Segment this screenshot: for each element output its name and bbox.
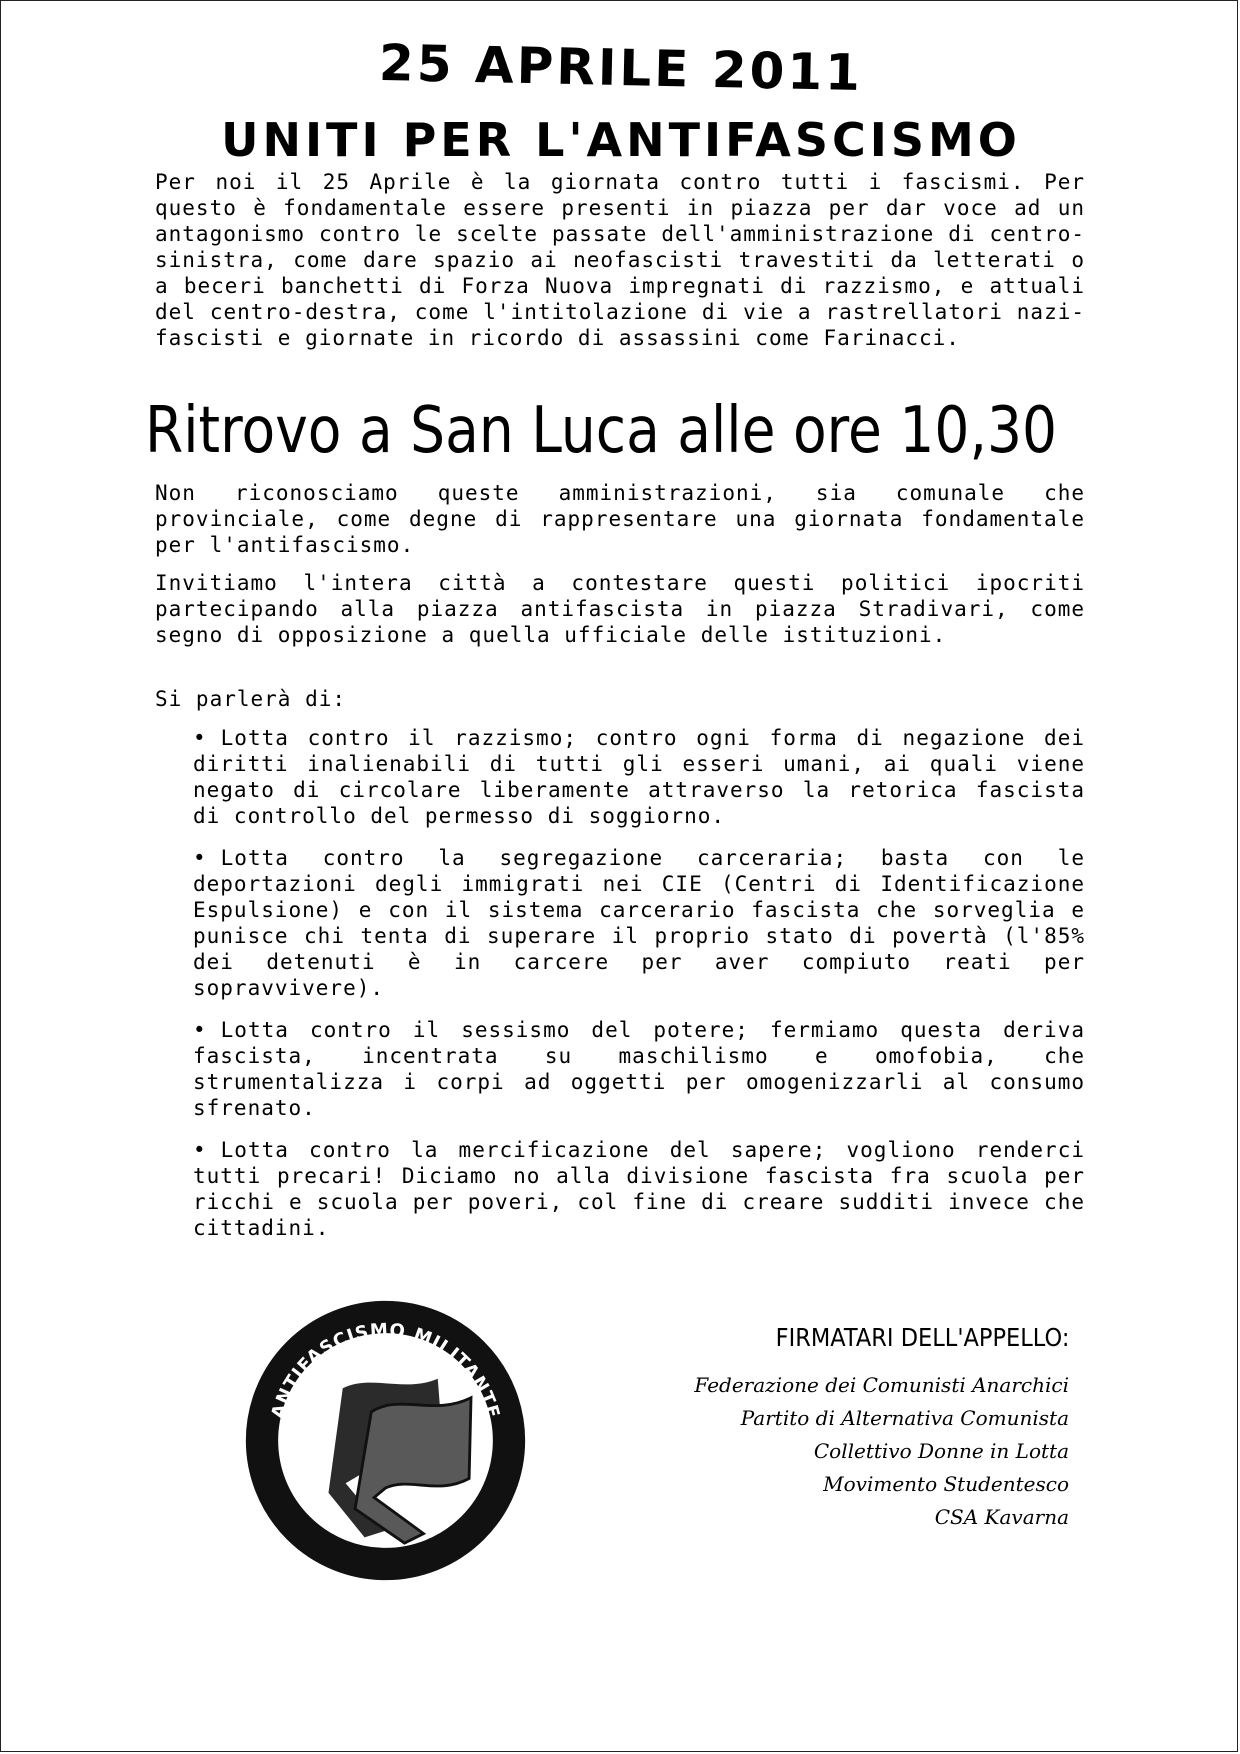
topics-list xyxy=(193,725,1085,1257)
bullet-icon: • xyxy=(193,726,207,750)
topic-text: Lotta contro il razzismo; contro ogni forma di negazione dei diritti inalienabili di tutti gli esseri umani, ai quali viene negato di circolare liberamente attraverso la retorica fascista di controllo del permesso di soggiorno. xyxy=(193,726,1085,828)
topic-text: Lotta contro la segregazione carceraria; basta con le deportazioni degli immigrati nei CIE (Centri di Identificazione Espulsione) e con il sistema carcerario fascista che sorveglia e punisce chi tenta di superare il proprio stato di povertà (l'85% dei detenuti è in carcere per aver compiuto reati per sopravvivere). xyxy=(193,846,1085,1000)
bullet-icon: • xyxy=(193,846,207,870)
meeting-announcement: Ritrovo a San Luca alle ore 10,30 xyxy=(145,394,1057,468)
bullet-icon: • xyxy=(193,1018,207,1042)
list-item xyxy=(193,845,1085,1001)
list-item xyxy=(193,725,1085,829)
logo-ring-text: ANTIFASCISMO MILITANTE xyxy=(267,1319,504,1422)
list-item: CSA Kavarna xyxy=(934,1505,1069,1529)
intro-paragraph: Per noi il 25 Aprile è la giornata contro tutti i fascismi. Per questo è fondamentale essere presenti in piazza per dar voce ad un antagonismo contro le scelte passate dell'amministrazione di centro-sinistra, come dare spazio ai neofascisti travestiti da letterati o a beceri banchetti di Forza Nuova impregnati di razzismo, e attuali del centro-destra, come l'intitolazione di vie a rastrellatori nazi-fascisti e giornate in ricordo di assassini come Farinacci. xyxy=(155,170,1085,350)
list-item: Federazione dei Comunisti Anarchici xyxy=(694,1373,1069,1397)
topics-intro: Si parlerà di: xyxy=(155,687,347,711)
list-item: Movimento Studentesco xyxy=(823,1472,1069,1496)
paragraph-amministrazioni: Non riconosciamo queste amministrazioni, sia comunale che provinciale, come degne di rappresentare una giornata fondamentale per l'antifascismo. xyxy=(155,481,1085,557)
title-slogan: UNITI PER L'ANTIFASCISMO xyxy=(221,113,1021,167)
list-item xyxy=(193,1137,1085,1241)
list-item: Collettivo Donne in Lotta xyxy=(813,1439,1069,1463)
signatories-title: FIRMATARI DELL'APPELLO: xyxy=(775,1323,1069,1352)
paragraph-invito: Invitiamo l'intera città a contestare questi politici ipocriti partecipando alla piazza antifascista in piazza Stradivari, come segno di opposizione a quella ufficiale delle istituzioni. xyxy=(155,571,1085,647)
list-item: Partito di Alternativa Comunista xyxy=(740,1406,1069,1430)
bullet-icon: • xyxy=(193,1138,207,1162)
antifa-flags-logo-icon xyxy=(243,1298,528,1583)
signatories-list xyxy=(694,1369,1069,1534)
title-date: 25 APRILE 2011 xyxy=(378,33,864,103)
list-item xyxy=(193,1017,1085,1121)
logo-front-flag xyxy=(355,1398,471,1543)
topic-text: Lotta contro il sessismo del potere; fermiamo questa deriva fascista, incentrata su maschilismo e omofobia, che strumentalizza i corpi ad oggetti per omogenizzarli al consumo sfrenato. xyxy=(193,1018,1085,1120)
topic-text: Lotta contro la mercificazione del sapere; vogliono renderci tutti precari! Diciamo no alla divisione fascista fra scuola per ricchi e scuola per poveri, col fine di creare sudditi invece che cittadini. xyxy=(193,1138,1085,1240)
